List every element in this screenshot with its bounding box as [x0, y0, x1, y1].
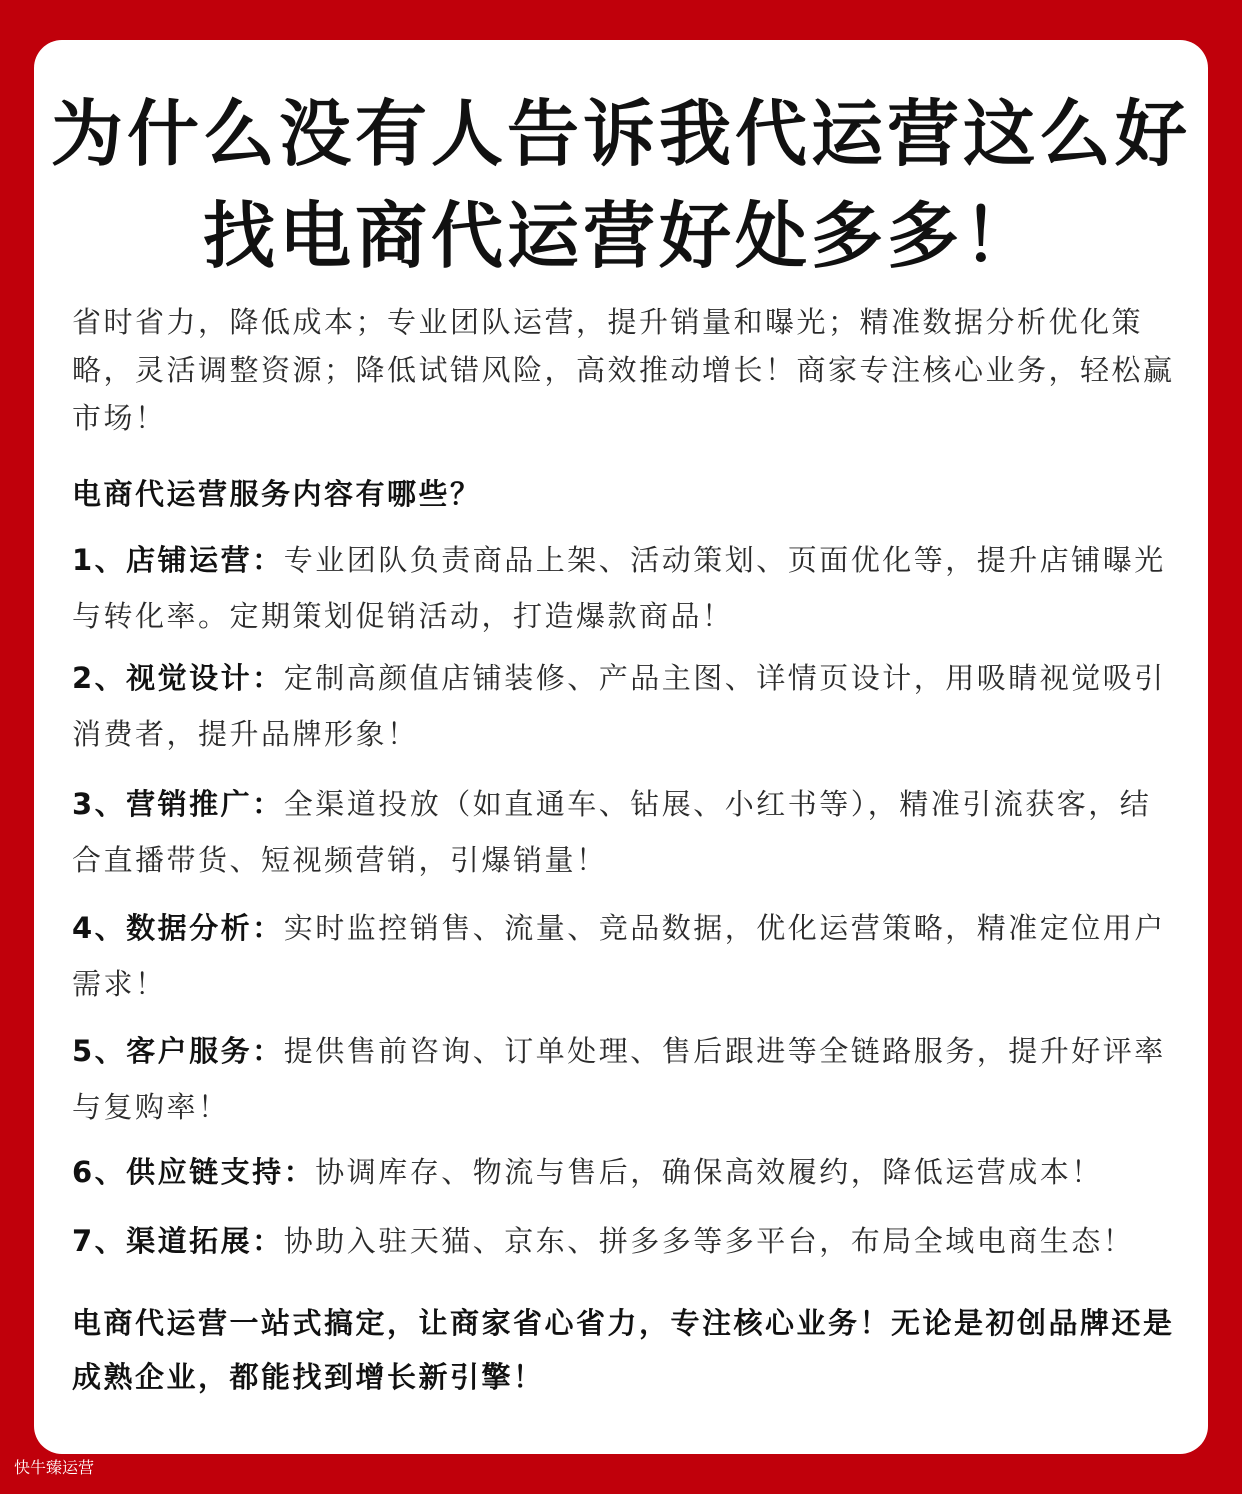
service-item-visual-design	[72, 650, 1176, 762]
service-text: 协助入驻天猫、京东、拼多多等多平台，布局全域电商生态！	[283, 1224, 1135, 1258]
service-item-channel-expansion	[72, 1213, 1176, 1269]
service-label: 7、渠道拓展：	[72, 1224, 284, 1258]
service-text: 定制高颜值店铺装修、产品主图、详情页设计，用吸睛视觉吸引消费者，提升品牌形象！	[72, 661, 1166, 751]
service-text: 专业团队负责商品上架、活动策划、页面优化等，提升店铺曝光与转化率。定期策划促销活动，打造爆款商品！	[72, 543, 1166, 633]
service-text: 提供售前咨询、订单处理、售后跟进等全链路服务，提升好评率与复购率！	[72, 1034, 1166, 1124]
service-text: 实时监控销售、流量、竞品数据，优化运营策略，精准定位用户需求！	[72, 911, 1166, 1001]
service-label: 6、供应链支持：	[72, 1155, 316, 1189]
service-label: 5、客户服务：	[72, 1034, 284, 1068]
page-title-line-1: 为什么没有人告诉我代运营这么好	[50, 92, 1191, 176]
service-label: 3、营销推广：	[72, 787, 284, 821]
content-card	[34, 40, 1208, 1454]
service-label: 4、数据分析：	[72, 911, 284, 945]
service-item-supply-chain	[72, 1144, 1176, 1200]
service-item-data-analysis	[72, 900, 1176, 1012]
service-label: 1、店铺运营：	[72, 543, 284, 577]
section-heading: 电商代运营服务内容有哪些？	[72, 477, 482, 511]
intro-paragraph: 省时省力，降低成本；专业团队运营，提升销量和曝光；精准数据分析优化策略，灵活调整资源；降低试错风险，高效推动增长！商家专注核心业务，轻松赢市场！	[72, 305, 1175, 435]
page-title-line-2: 找电商代运营好处多多！	[202, 194, 1039, 278]
service-text: 全渠道投放（如直通车、钻展、小红书等），精准引流获客，结合直播带货、短视频营销，引爆销量！	[72, 787, 1152, 877]
service-item-marketing	[72, 776, 1176, 888]
service-item-customer-service	[72, 1023, 1176, 1135]
service-label: 2、视觉设计：	[72, 661, 284, 695]
service-item-store-operation	[72, 532, 1176, 644]
service-text: 协调库存、物流与售后，确保高效履约，降低运营成本！	[315, 1155, 1103, 1189]
watermark: 快牛臻运营	[14, 1458, 95, 1477]
closing-paragraph: 电商代运营一站式搞定，让商家省心省力，专注核心业务！无论是初创品牌还是成熟企业，都能找到增长新引擎！	[72, 1306, 1175, 1394]
